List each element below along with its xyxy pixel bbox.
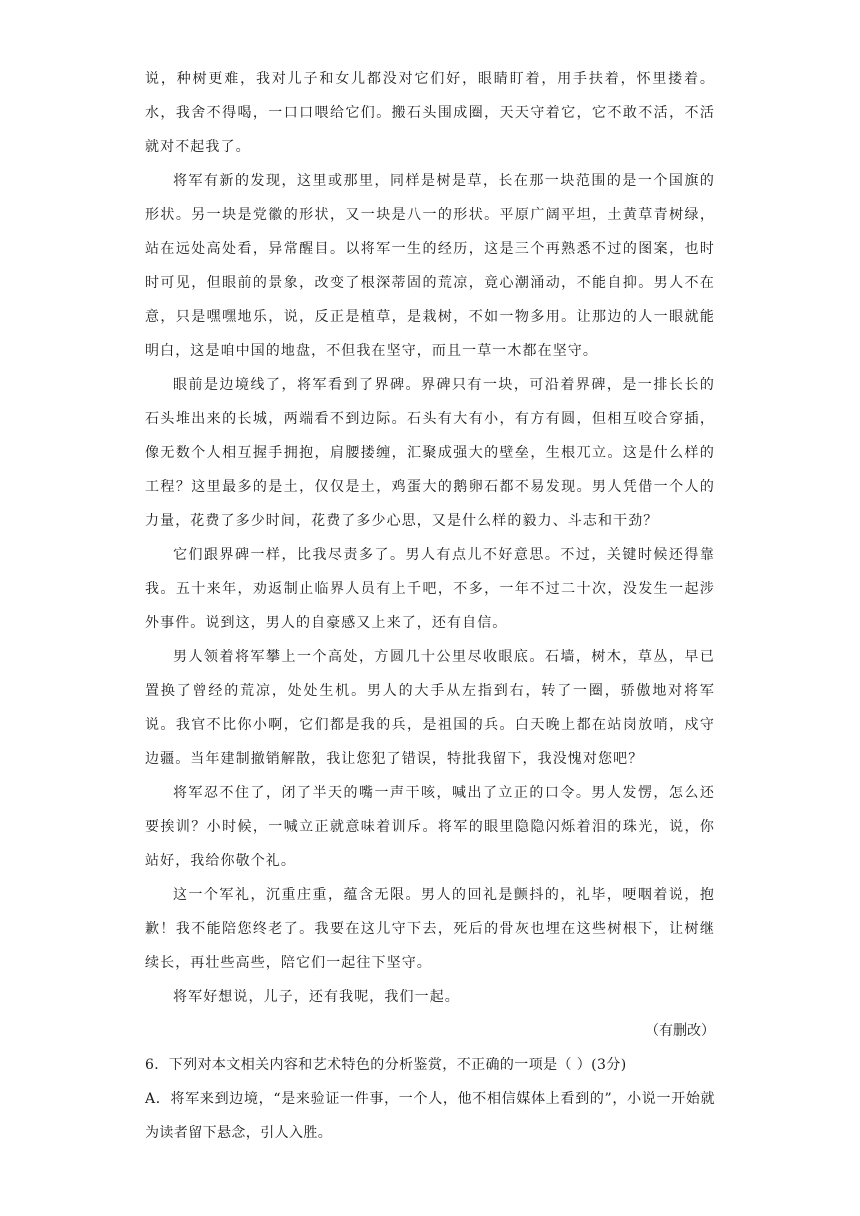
paragraph-6: 将军忍不住了，闭了半天的嘴一声干咳，喊出了立正的口令。男人发愣，怎么还要挨训？小时候，一喊立正就意味着训斥。将军的眼里隐隐闪烁着泪的珠光，说，你站好，我给你敬个礼。 <box>145 785 715 869</box>
paragraph-2: 将军有新的发现，这里或那里，同样是树是草，长在那一块范围的是一个国旗的形状。另一块是党徽的形状，又一块是八一的形状。平原广阔平坦，土黄草青树绿，站在远处高处看，异常醒目。以将军一生的经历，这是三个再熟悉不过的图案，也时时可见，但眼前的景象，改变了根深蒂固的荒凉，竟心潮涌动，不能自抑。男人不在意，只是嘿嘿地乐，说，反正是植草，是栽树，不如一物多用。让那边的人一眼就能明白，这是咱中国的地盘，不但我在坚守，而且一草一木都在坚守。 <box>145 173 715 359</box>
paragraph-4: 它们跟界碑一样，比我尽责多了。男人有点儿不好意思。不过，关键时候还得靠我。五十来年，劝返制止临界人员有上千吧，不多，一年不过二十次，没发生一起涉外事件。说到这，男人的自豪感又上来了，还有自信。 <box>145 547 715 631</box>
paragraph-5: 男人领着将军攀上一个高处，方圆几十公里尽收眼底。石墙，树木，草丛，早已置换了曾经的荒凉，处处生机。男人的大手从左指到右，转了一圈，骄傲地对将军说。我官不比你小啊，它们都是我的兵，是祖国的兵。白天晚上都在站岗放哨，戍守边疆。当年建制撤销解散，我让您犯了错误，特批我留下，我没愧对您吧？ <box>145 649 715 767</box>
option-a: A．将军来到边境，“是来验证一件事，一个人，他不相信媒体上看到的”，小说一开始就为读者留下悬念，引人入胜。 <box>145 1091 715 1141</box>
paragraph-3: 眼前是边境线了，将军看到了界碑。界碑只有一块，可沿着界碑，是一排长长的石头堆出来的长城，两端看不到边际。石头有大有小，有方有圆，但相互咬合穿插，像无数个人相互握手拥抱，肩腰搂缠，汇聚成强大的壁垒，生根兀立。这是什么样的工程？这里最多的是土，仅仅是土，鸡蛋大的鹅卵石都不易发现。男人凭借一个人的力量，花费了多少时间，花费了多少心思，又是什么样的毅力、斗志和干劲？ <box>145 377 715 529</box>
paragraph-7: 这一个军礼，沉重庄重，蕴含无限。男人的回礼是颤抖的，礼毕，哽咽着说，抱歉！我不能陪您终老了。我要在这儿守下去，死后的骨灰也埋在这些树根下，让树继续长，再壮些高些，陪它们一起往下坚守。 <box>145 887 715 971</box>
source-note: （有删改） <box>645 1023 715 1039</box>
paragraph-1: 说，种树更难，我对儿子和女儿都没对它们好，眼睛盯着，用手扶着，怀里搂着。水，我舍不得喝，一口口喂给它们。搬石头围成圈，天天守着它，它不敢不活，不活就对不起我了。 <box>145 71 715 155</box>
paragraph-8: 将军好想说，儿子，还有我呢，我们一起。 <box>173 989 460 1005</box>
question-6: 6．下列对本文相关内容和艺术特色的分析鉴赏，不正确的一项是（ ）(3分) <box>145 1057 627 1073</box>
document-page <box>145 62 715 1150</box>
